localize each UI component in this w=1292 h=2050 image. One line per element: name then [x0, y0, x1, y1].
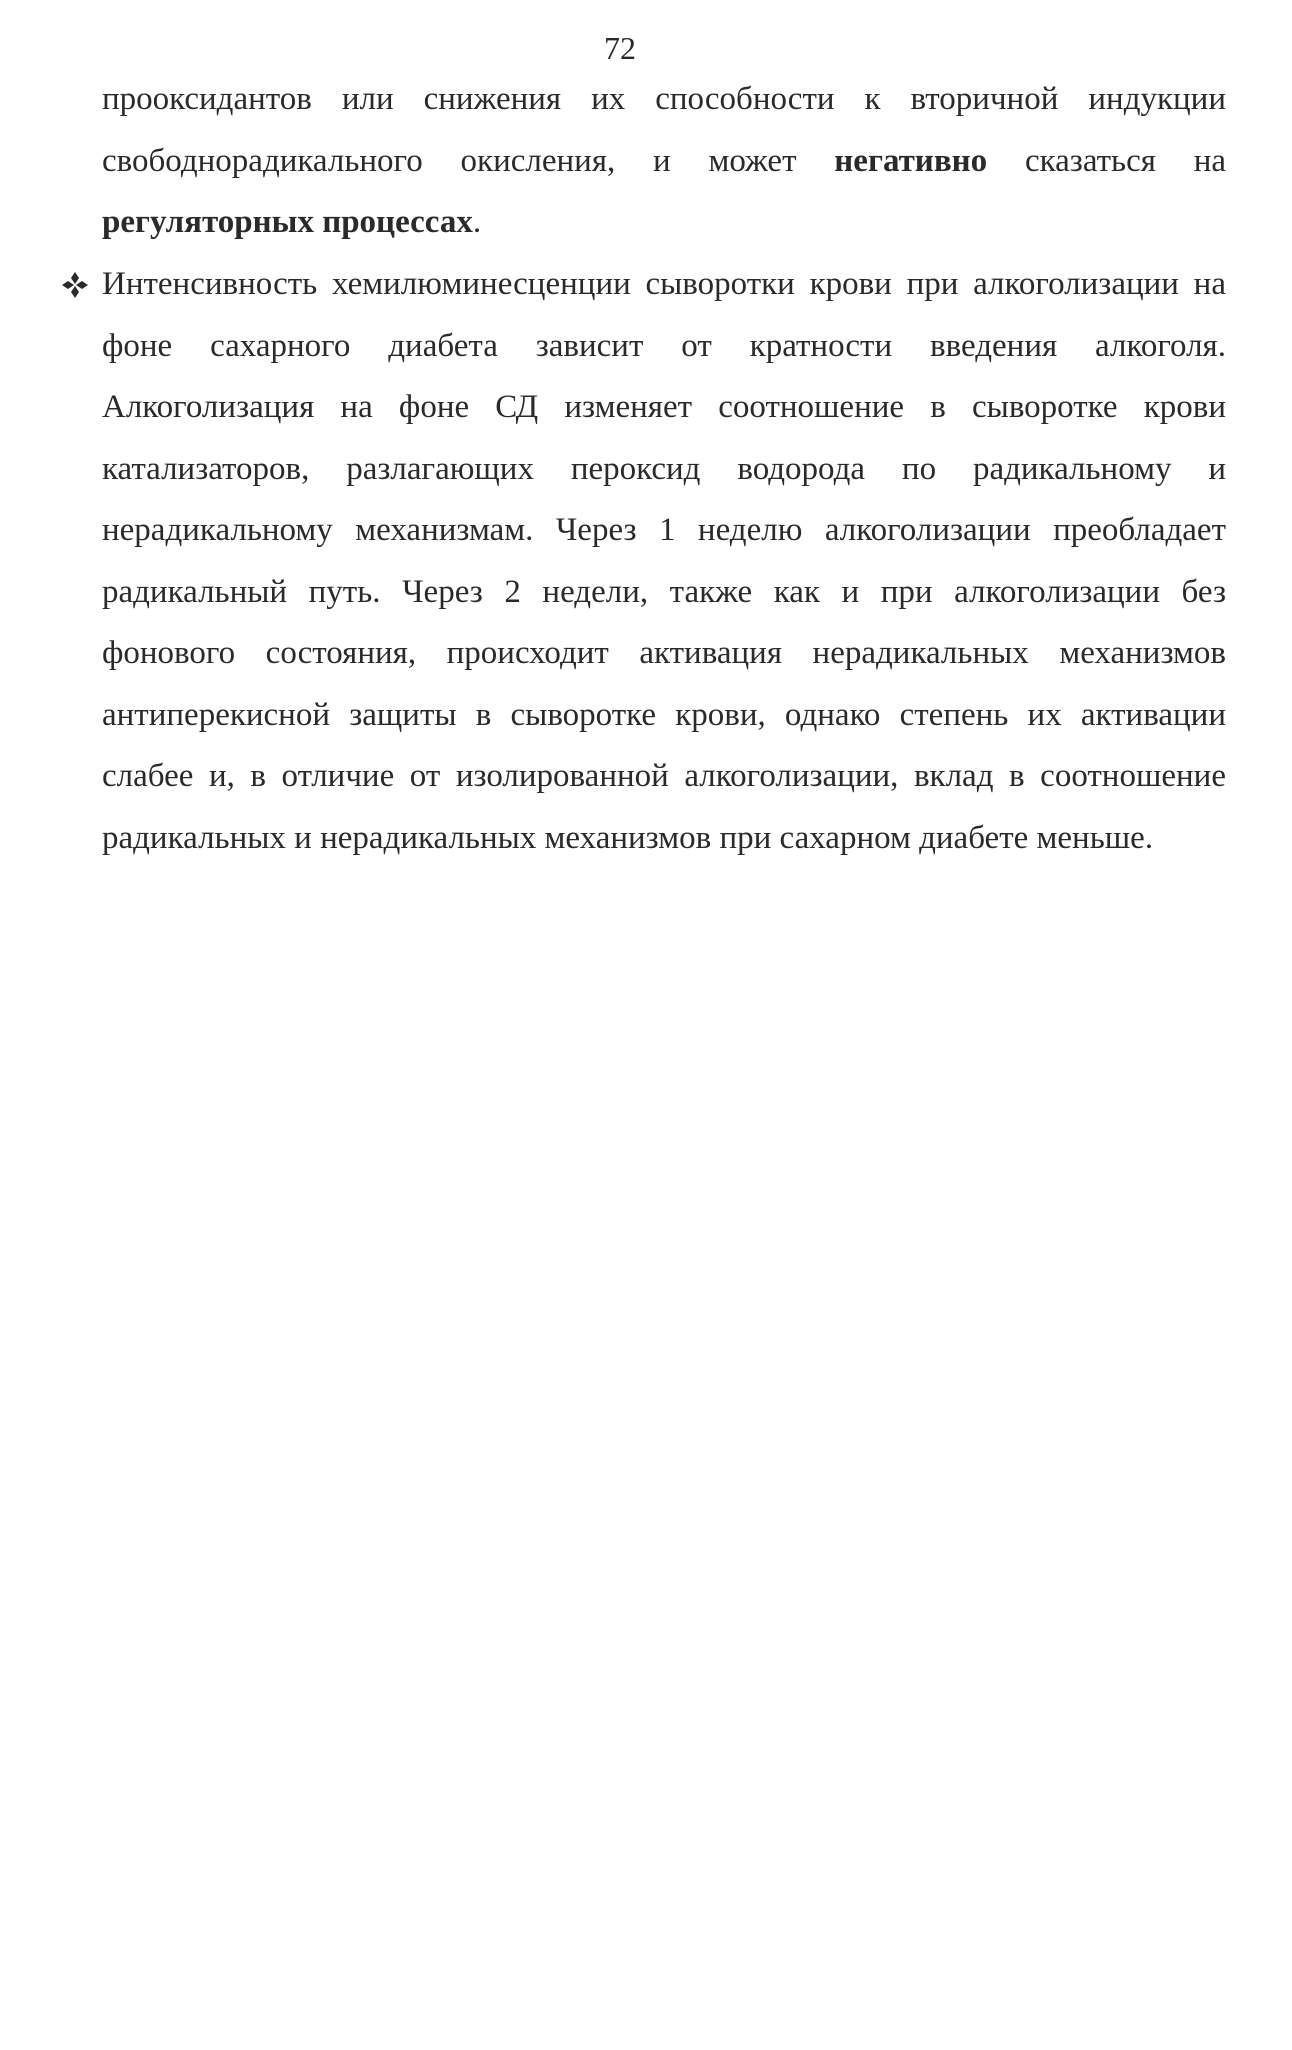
page-number: 72 — [604, 30, 636, 66]
four-diamond-bullet-icon — [60, 270, 90, 300]
bold-text-negative: негативно — [834, 142, 988, 179]
bullet-paragraph — [102, 254, 1226, 869]
bullet-paragraph-text: Интенсивность хемилюминесценции сыворотки крови при алкоголизации на фоне сахарного диабета зависит от кратности введения алкоголя. Алкоголизация на фоне СД изменяет соотношение в сыворотке крови катализаторов, разлагающих пероксид водорода по радикальному и нерадикальному механизмам. Через 1 неделю алкоголизации преобладает радикальный путь. Через 2 недели, также как и при алкоголизации без фонового состояния, происходит активация нерадикальных механизмов антиперекисной защиты в сыворотке крови, однако степень их активации слабее и, в отличие от изолированной алкоголизации, вклад в соотношение радикальных и нерадикальных механизмов при сахарном диабете меньше. — [102, 266, 1226, 856]
bold-text-regulatory-processes: регуляторных процессах — [102, 204, 473, 240]
paragraph-continuation — [102, 69, 1226, 254]
paragraph-text: сказаться на — [987, 142, 1227, 179]
paragraph-text: прооксидантов или снижения их способности к вторичной индукции свободнорадикального окисления, и может — [102, 81, 1226, 179]
paragraph-text: . — [472, 204, 482, 240]
